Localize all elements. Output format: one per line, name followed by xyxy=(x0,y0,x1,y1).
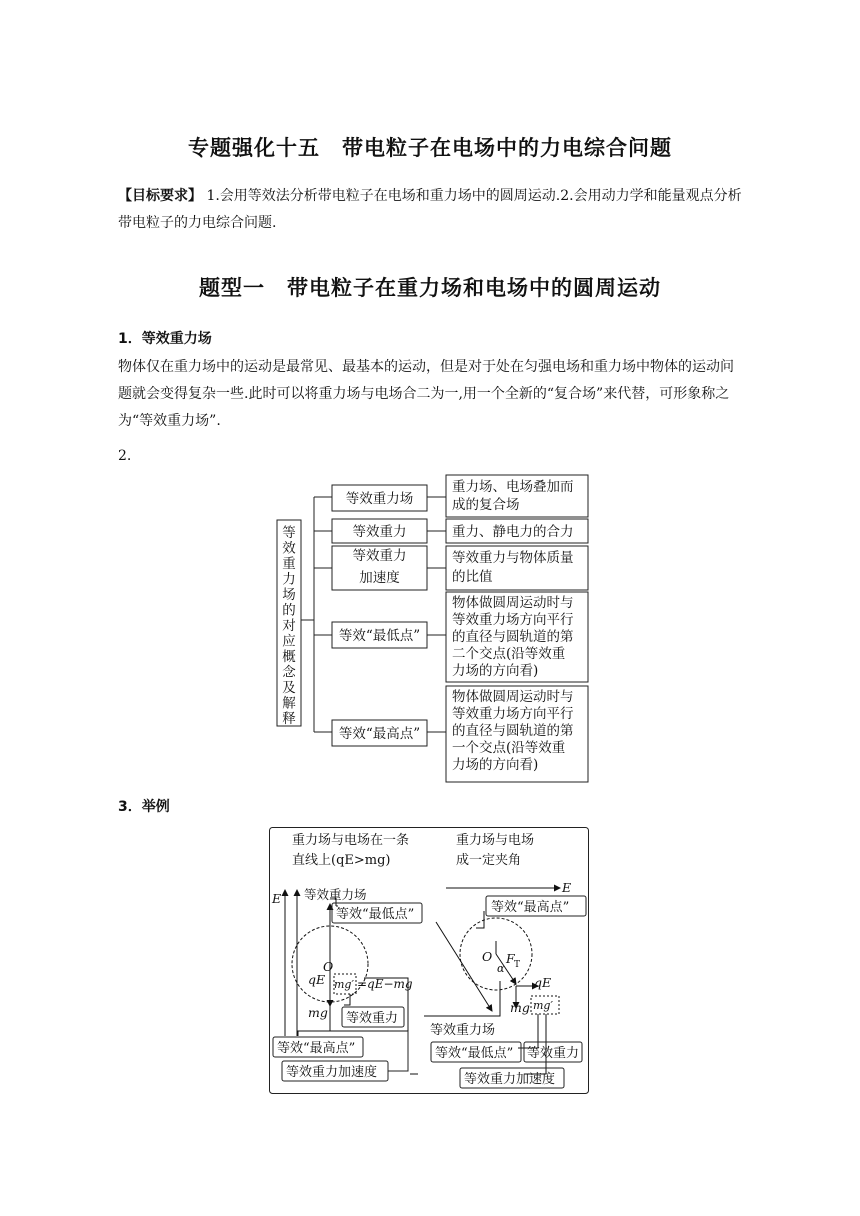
item2-label: 2. xyxy=(118,448,132,464)
left-mg-prime: mg′ xyxy=(334,978,354,991)
right-FT: F xyxy=(506,951,515,966)
left-gravity-label: 等效重力 xyxy=(346,1011,399,1026)
concept-desc-text: 力场的方向看) xyxy=(452,663,539,679)
concept-desc-text: 的比值 xyxy=(452,569,493,585)
concept-term-text: 等效重力场 xyxy=(345,491,414,507)
right-FT-sub: T xyxy=(514,960,521,970)
concept-desc-text: 力场的方向看) xyxy=(452,757,539,773)
concept-desc-text: 重力、静电力的合力 xyxy=(452,524,574,540)
concept-desc-text: 一个交点(沿等效重 xyxy=(452,740,566,756)
left-caption-1: 重力场与电场在一条 xyxy=(292,833,410,848)
concept-term-text: 等效“最低点” xyxy=(338,628,421,644)
right-equiv-field: 等效重力场 xyxy=(430,1023,496,1038)
left-accel-label: 等效重力加速度 xyxy=(286,1065,378,1080)
concept-desc-text: 的直径与圆轨道的第 xyxy=(452,629,574,645)
concept-desc-text: 物体做圆周运动时与 xyxy=(452,689,574,705)
item3-title: 3．举例 xyxy=(118,799,170,815)
concept-desc-text: 等效重力场方向平行 xyxy=(452,612,574,628)
right-highest-label: 等效“最高点” xyxy=(491,900,570,915)
left-equiv-field: 等效重力场 xyxy=(304,887,367,902)
right-accel-label: 等效重力加速度 xyxy=(464,1072,556,1087)
right-alpha: α xyxy=(497,962,505,975)
example-diagram xyxy=(268,826,590,1096)
left-E: E xyxy=(272,891,282,906)
goal-paragraph xyxy=(118,183,746,237)
concept-desc-text: 物体做圆周运动时与 xyxy=(452,595,574,611)
concept-desc-text: 重力场、电场叠加而 xyxy=(452,479,574,495)
concept-term-text: 等效重力 xyxy=(352,524,407,540)
page-title: 专题强化十五 带电粒子在电场中的力电综合问题 xyxy=(188,136,672,160)
right-caption-1: 重力场与电场 xyxy=(456,833,535,848)
concept-desc-text: 二个交点(沿等效重 xyxy=(452,646,566,662)
concept-root-char: 及 xyxy=(282,680,296,696)
concept-root-char: 应 xyxy=(282,633,296,650)
concept-root-char: 对 xyxy=(282,618,296,634)
left-lowest-label: 等效“最低点” xyxy=(336,907,415,922)
concept-root-char: 重 xyxy=(282,556,296,572)
right-qE: qE xyxy=(534,975,552,990)
concept-term-text: 等效“最高点” xyxy=(338,726,421,742)
concept-root-char: 力 xyxy=(282,571,296,588)
right-lowest-label: 等效“最低点” xyxy=(435,1046,514,1061)
left-O: O xyxy=(323,959,334,974)
concept-root-char: 念 xyxy=(282,664,296,681)
concept-root-char: 的 xyxy=(282,602,296,619)
right-gravity-label: 等效重力 xyxy=(527,1046,580,1061)
concept-root-char: 释 xyxy=(282,711,296,727)
section-heading: 题型一 带电粒子在重力场和电场中的圆周运动 xyxy=(199,276,661,300)
concept-desc-text: 等效重力与物体质量 xyxy=(452,550,574,566)
concept-desc-text: 等效重力场方向平行 xyxy=(452,706,574,722)
right-mg: mg xyxy=(510,1000,530,1015)
goal-text: 1.会用等效法分析带电粒子在电场和重力场中的圆周运动.2.会用动力学和能量观点分析带电粒子的力电综合问题. xyxy=(118,188,742,231)
concept-root-char: 效 xyxy=(282,540,296,557)
item1-title: 1．等效重力场 xyxy=(118,331,212,347)
concept-desc-text: 成的复合场 xyxy=(452,497,520,513)
item1-text: 物体仅在重力场中的运动是最常见、最基本的运动，但是对于处在匀强电场和重力场中物体的运动问题就会变得复杂一些.此时可以将重力场与电场合二为一,用一个全新的“复合场”来代替，可形象称之为“等效重力场”. xyxy=(118,359,734,429)
concept-root-char: 解 xyxy=(282,695,296,712)
concept-desc-text: 的直径与圆轨道的第 xyxy=(452,723,574,739)
concept-diagram xyxy=(270,470,595,788)
concept-term-text: 加速度 xyxy=(359,570,400,586)
concept-term-text: 等效重力 xyxy=(352,548,407,564)
concept-root-char: 场 xyxy=(282,587,296,603)
right-O: O xyxy=(482,949,493,964)
left-qE: qE xyxy=(308,972,326,987)
left-mg: mg xyxy=(308,1005,328,1020)
left-caption-2: 直线上(qE>mg) xyxy=(292,853,391,868)
right-caption-2: 成一定夹角 xyxy=(456,853,522,868)
left-highest-label: 等效“最高点” xyxy=(277,1041,356,1056)
right-E: E xyxy=(562,880,572,895)
concept-root-char: 概 xyxy=(282,649,296,665)
goal-tag: 【目标要求】 xyxy=(118,188,202,204)
right-mg-prime: mg′ xyxy=(533,999,553,1012)
left-eq: =qE−mg xyxy=(357,977,413,991)
concept-root-char: 等 xyxy=(282,525,296,541)
